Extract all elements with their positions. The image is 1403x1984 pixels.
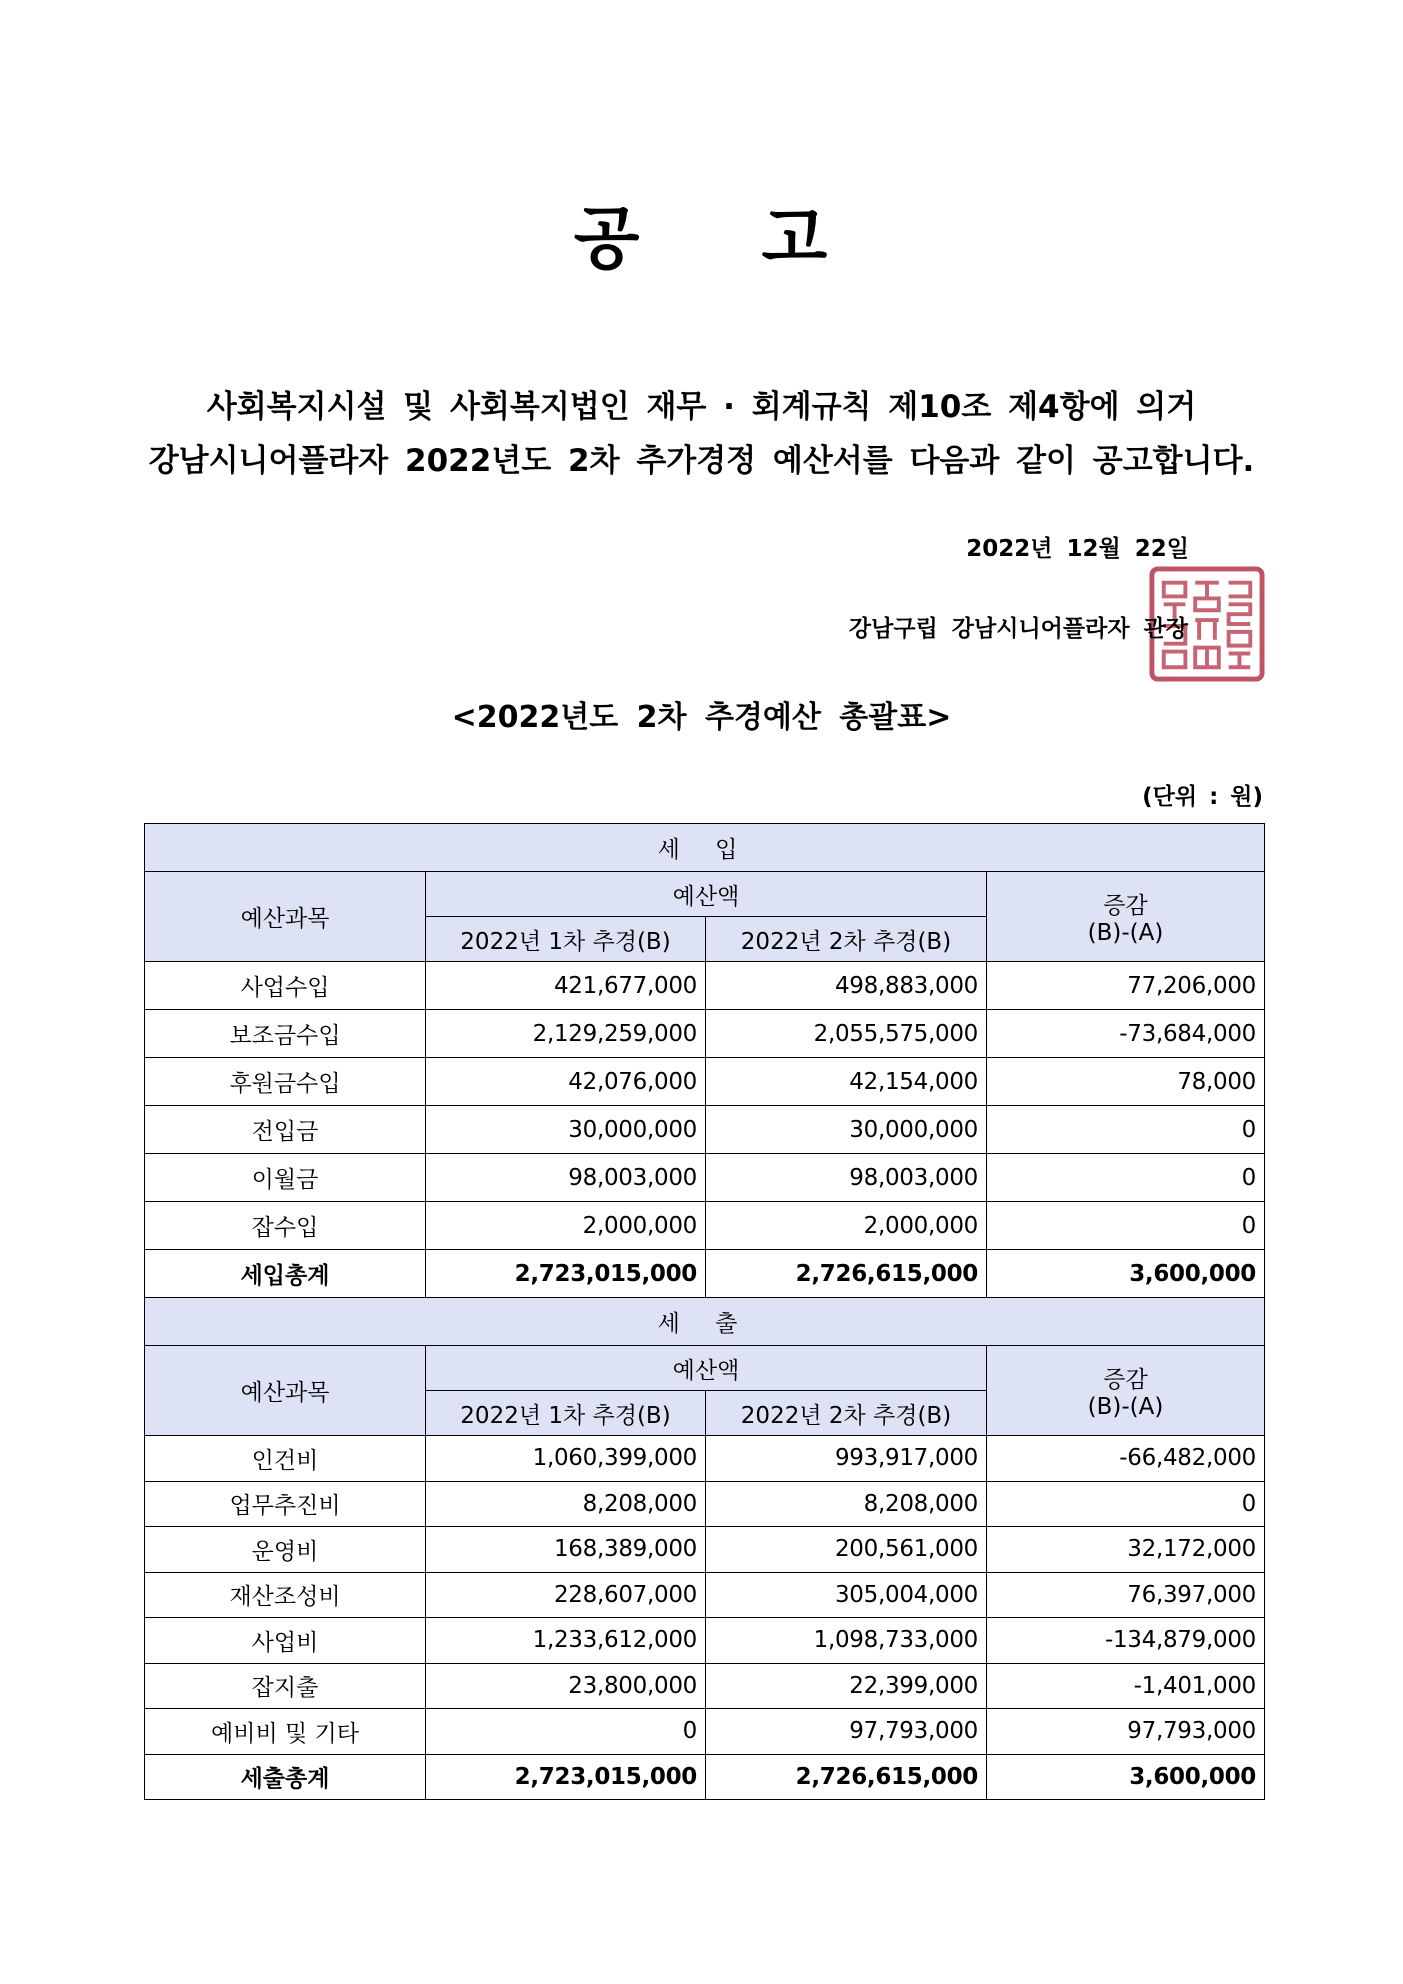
row-item: 사업비 <box>145 1618 426 1664</box>
row-diff: -66,482,000 <box>987 1436 1265 1482</box>
row-second: 98,003,000 <box>706 1154 987 1202</box>
table-row <box>145 1106 1265 1154</box>
header-item: 예산과목 <box>145 872 426 962</box>
header-first-revision: 2022년 1차 추경(B) <box>426 917 706 962</box>
section-header-revenue: 세 입 <box>145 824 1265 872</box>
header-diff <box>987 872 1265 962</box>
notice-title-char: 공 <box>573 200 642 279</box>
header-diff-label: 증감 <box>1103 1367 1148 1393</box>
intro-line: 강남시니어플라자 2022년도 2차 추가경정 예산서를 다음과 같이 공고합니다. <box>148 443 1255 479</box>
row-first: 1,060,399,000 <box>426 1436 706 1482</box>
table-row <box>145 1436 1265 1482</box>
table-row <box>145 1010 1265 1058</box>
row-item: 재산조성비 <box>145 1572 426 1618</box>
row-second: 30,000,000 <box>706 1106 987 1154</box>
row-second: 498,883,000 <box>706 962 987 1010</box>
header-diff-formula: (B)-(A) <box>1087 920 1164 946</box>
header-budget: 예산액 <box>426 1346 987 1391</box>
row-diff: 76,397,000 <box>987 1572 1265 1618</box>
total-row-expenditure <box>145 1754 1265 1800</box>
intro-line: 사회복지시설 및 사회복지법인 재무 · 회계규칙 제10조 제4항에 의거 <box>206 389 1197 425</box>
table-row <box>145 1202 1265 1250</box>
row-first: 168,389,000 <box>426 1527 706 1573</box>
row-first: 42,076,000 <box>426 1058 706 1106</box>
header-second-revision: 2022년 2차 추경(B) <box>706 917 987 962</box>
row-diff: -73,684,000 <box>987 1010 1265 1058</box>
row-diff: 32,172,000 <box>987 1527 1265 1573</box>
expenditure-section <box>145 1298 1265 1800</box>
header-diff-label: 증감 <box>1103 893 1148 919</box>
row-second: 993,917,000 <box>706 1436 987 1482</box>
row-second: 305,004,000 <box>706 1572 987 1618</box>
row-second: 97,793,000 <box>706 1709 987 1755</box>
table-row <box>145 1481 1265 1527</box>
notice-title-char: 고 <box>761 200 830 279</box>
header-item: 예산과목 <box>145 1346 426 1436</box>
notice-title <box>0 185 1403 282</box>
row-diff: 77,206,000 <box>987 962 1265 1010</box>
table-row <box>145 1618 1265 1664</box>
row-item: 후원금수입 <box>145 1058 426 1106</box>
row-diff: 0 <box>987 1154 1265 1202</box>
row-first: 421,677,000 <box>426 962 706 1010</box>
total-first: 2,723,015,000 <box>426 1754 706 1800</box>
section-header-expenditure: 세 출 <box>145 1298 1265 1346</box>
table-title: <2022년도 2차 추경예산 총괄표> <box>451 700 952 735</box>
header-second-revision: 2022년 2차 추경(B) <box>706 1391 987 1436</box>
table-row <box>145 962 1265 1010</box>
row-diff: -1,401,000 <box>987 1663 1265 1709</box>
row-item: 사업수입 <box>145 962 426 1010</box>
row-second: 2,055,575,000 <box>706 1010 987 1058</box>
total-item: 세입총계 <box>145 1250 426 1298</box>
row-first: 2,129,259,000 <box>426 1010 706 1058</box>
row-first: 2,000,000 <box>426 1202 706 1250</box>
table-row <box>145 1527 1265 1573</box>
row-item: 보조금수입 <box>145 1010 426 1058</box>
total-first: 2,723,015,000 <box>426 1250 706 1298</box>
header-first-revision: 2022년 1차 추경(B) <box>426 1391 706 1436</box>
row-diff: 0 <box>987 1481 1265 1527</box>
table-row <box>145 1709 1265 1755</box>
row-second: 2,000,000 <box>706 1202 987 1250</box>
table-row <box>145 1154 1265 1202</box>
row-first: 23,800,000 <box>426 1663 706 1709</box>
notice-date: 2022년 12월 22일 <box>966 536 1189 562</box>
row-first: 30,000,000 <box>426 1106 706 1154</box>
row-diff: 0 <box>987 1106 1265 1154</box>
row-diff: 97,793,000 <box>987 1709 1265 1755</box>
row-first: 8,208,000 <box>426 1481 706 1527</box>
row-item: 인건비 <box>145 1436 426 1482</box>
row-second: 22,399,000 <box>706 1663 987 1709</box>
row-second: 8,208,000 <box>706 1481 987 1527</box>
row-first: 1,233,612,000 <box>426 1618 706 1664</box>
total-diff: 3,600,000 <box>987 1754 1265 1800</box>
header-budget: 예산액 <box>426 872 987 917</box>
row-diff: -134,879,000 <box>987 1618 1265 1664</box>
total-second: 2,726,615,000 <box>706 1250 987 1298</box>
row-item: 잡지출 <box>145 1663 426 1709</box>
total-item: 세출총계 <box>145 1754 426 1800</box>
revenue-section <box>145 824 1265 1298</box>
table-row <box>145 1572 1265 1618</box>
header-diff-formula: (B)-(A) <box>1087 1394 1164 1420</box>
row-item: 전입금 <box>145 1106 426 1154</box>
row-item: 잡수입 <box>145 1202 426 1250</box>
unit-label: (단위 : 원) <box>1142 784 1263 810</box>
row-item: 예비비 및 기타 <box>145 1709 426 1755</box>
notice-intro <box>0 380 1403 488</box>
row-first: 98,003,000 <box>426 1154 706 1202</box>
row-diff: 0 <box>987 1202 1265 1250</box>
row-first: 228,607,000 <box>426 1572 706 1618</box>
row-second: 42,154,000 <box>706 1058 987 1106</box>
row-item: 운영비 <box>145 1527 426 1573</box>
budget-summary-table <box>144 823 1265 1800</box>
row-diff: 78,000 <box>987 1058 1265 1106</box>
row-second: 1,098,733,000 <box>706 1618 987 1664</box>
table-row <box>145 1058 1265 1106</box>
row-item: 이월금 <box>145 1154 426 1202</box>
notice-signer: 강남구립 강남시니어플라자 관장 <box>848 616 1188 642</box>
header-diff <box>987 1346 1265 1436</box>
row-first: 0 <box>426 1709 706 1755</box>
row-second: 200,561,000 <box>706 1527 987 1573</box>
table-row <box>145 1663 1265 1709</box>
total-second: 2,726,615,000 <box>706 1754 987 1800</box>
total-row-revenue <box>145 1250 1265 1298</box>
row-item: 업무추진비 <box>145 1481 426 1527</box>
total-diff: 3,600,000 <box>987 1250 1265 1298</box>
